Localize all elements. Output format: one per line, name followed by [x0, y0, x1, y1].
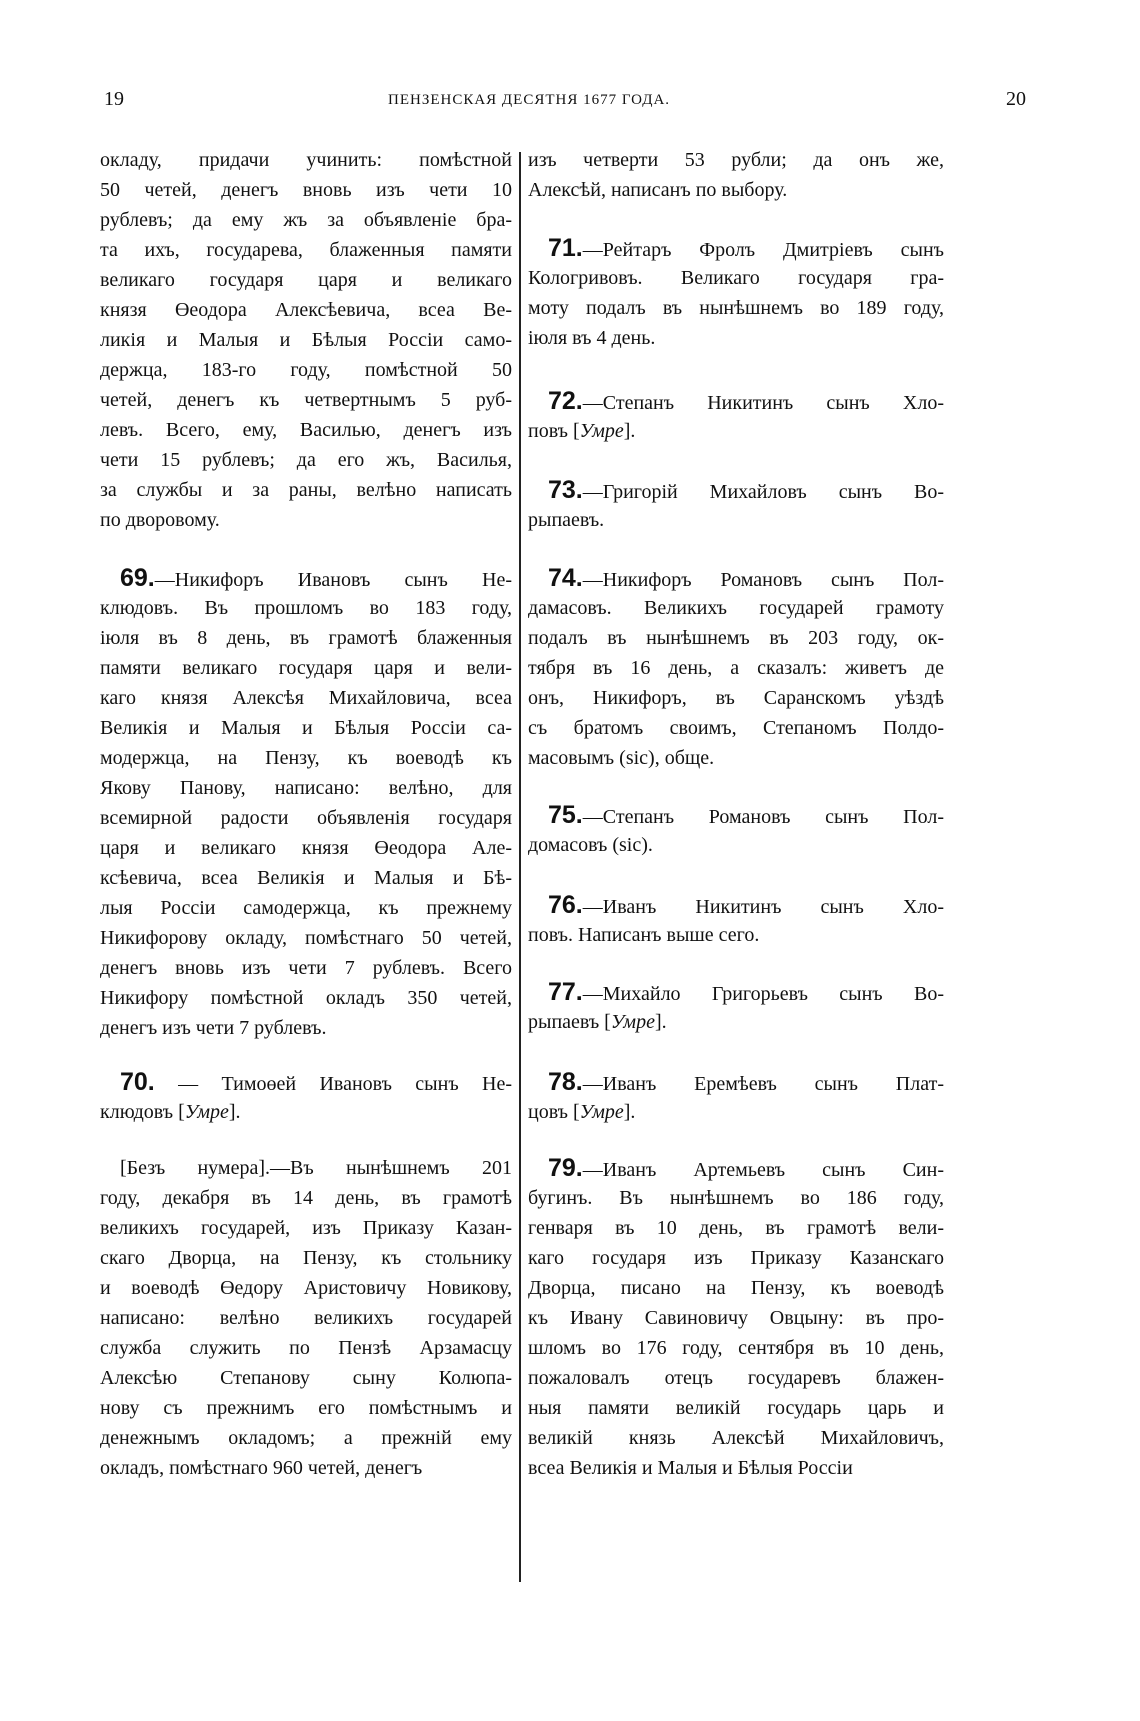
- text-line: [100, 803, 512, 833]
- text-line: [528, 175, 944, 205]
- text-line: [100, 1273, 512, 1303]
- text-segment: повъ. Написанъ выше сего.: [528, 924, 760, 946]
- text-line: [100, 205, 512, 235]
- entry-number: 69.: [120, 564, 155, 592]
- text-line: [528, 145, 944, 175]
- text-line: [528, 386, 944, 416]
- text-segment: окладъ, помѣстнаго 960 четей, денегъ: [100, 1457, 423, 1479]
- text-segment: пожаловалъ отецъ государевъ блажен-: [528, 1367, 944, 1389]
- entry-number: 75.: [548, 801, 583, 829]
- text-line: [100, 1213, 512, 1243]
- entry-79: [528, 1153, 944, 1483]
- text-segment: памяти великаго государя царя и вели-: [100, 657, 512, 679]
- text-line: [528, 1423, 944, 1453]
- text-line: [528, 416, 944, 446]
- text-segment: Алексѣю Степанову сыну Колюпа-: [100, 1367, 512, 1389]
- entry-number: 71.: [548, 234, 583, 262]
- text-segment: повъ [: [528, 420, 580, 442]
- text-line: [528, 1453, 944, 1483]
- text-line: [100, 893, 512, 923]
- text-segment: каго государя изъ Приказу Казанскаго: [528, 1247, 944, 1269]
- text-line: [100, 863, 512, 893]
- text-segment: окладу, придачи учинить: помѣстной: [100, 149, 512, 171]
- text-line: [528, 1273, 944, 1303]
- text-segment: ксѣевича, всеа Великія и Малыя и Бѣ-: [100, 867, 512, 889]
- text-line: [528, 977, 944, 1007]
- text-line: [100, 1183, 512, 1213]
- entry-number: 77.: [548, 978, 583, 1006]
- text-line: [528, 1183, 944, 1213]
- text-segment: [Безъ нумера].—Въ нынѣшнемъ 201: [120, 1157, 512, 1179]
- text-segment: лыя Россіи самодержца, къ прежнему: [100, 897, 512, 919]
- text-line: [528, 563, 944, 593]
- text-segment: денежнымъ окладомъ; а прежній ему: [100, 1427, 512, 1449]
- text-line: [528, 1243, 944, 1273]
- text-segment: —Иванъ Артемьевъ сынъ Син-: [582, 1159, 944, 1181]
- text-line: [528, 1067, 944, 1097]
- text-segment: масовымъ (sic), обще.: [528, 747, 715, 769]
- text-segment: —Никифоръ Романовъ сынъ Пол-: [582, 569, 944, 591]
- entry-number: 73.: [548, 476, 583, 504]
- text-segment: ].: [654, 1011, 667, 1033]
- text-segment: генваря въ 10 день, въ грамотѣ вели-: [528, 1217, 944, 1239]
- entry-72: [528, 386, 944, 446]
- text-segment: скаго Дворца, на Пензу, къ стольнику: [100, 1247, 512, 1269]
- text-line: [100, 1393, 512, 1423]
- text-line: [100, 953, 512, 983]
- text-line: [528, 1007, 944, 1037]
- text-segment: всемирной радости объявленія государя: [100, 807, 512, 829]
- text-segment: каго князя Алексѣя Михайловича, всеа: [100, 687, 512, 709]
- text-segment: изъ четверти 53 рубли; да онъ же,: [528, 149, 944, 171]
- entry-number: 79.: [548, 1154, 583, 1182]
- entry-73: [528, 475, 944, 535]
- text-line: [100, 923, 512, 953]
- text-segment: 50 четей, денегъ вновь изъ чети 10: [100, 179, 512, 201]
- text-segment: подалъ въ нынѣшнемъ въ 203 году, ок-: [528, 627, 944, 649]
- text-line: [528, 920, 944, 950]
- paragraph: [100, 145, 512, 535]
- text-segment: тября въ 16 день, а сказалъ: живетъ де: [528, 657, 944, 679]
- text-line: [100, 563, 512, 593]
- entry-71: [528, 233, 944, 353]
- text-line: [100, 683, 512, 713]
- text-line: [528, 1333, 944, 1363]
- text-segment: модержца, на Пензу, къ воеводѣ къ: [100, 747, 512, 769]
- text-segment: онъ, Никифоръ, въ Саранскомъ уѣздѣ: [528, 687, 944, 709]
- text-line: [528, 623, 944, 653]
- text-segment: шломъ во 176 году, сентября въ 10 день,: [528, 1337, 944, 1359]
- entry-75: [528, 800, 944, 860]
- text-line: [100, 1363, 512, 1393]
- text-segment: клюдовъ [: [100, 1101, 185, 1123]
- text-segment: —Никифоръ Ивановъ сынъ Не-: [154, 569, 512, 591]
- text-segment: рыпаевъ.: [528, 509, 605, 531]
- text-line: [528, 475, 944, 505]
- text-line: [100, 1333, 512, 1363]
- text-line: [528, 593, 944, 623]
- entry-number: 74.: [548, 564, 583, 592]
- text-line: [100, 773, 512, 803]
- text-segment: ].: [228, 1101, 241, 1123]
- text-segment: —Иванъ Еремѣевъ сынъ Плат-: [582, 1073, 944, 1095]
- italic-note: Умре: [579, 1101, 624, 1123]
- text-line: [100, 145, 512, 175]
- text-segment: держца, 183-го году, помѣстной 50: [100, 359, 512, 381]
- text-line: [100, 653, 512, 683]
- page-number-left: 19: [104, 88, 124, 110]
- text-line: [100, 505, 512, 535]
- text-segment: дамасовъ. Великихъ государей грамоту: [528, 597, 944, 619]
- text-segment: ].: [623, 1101, 636, 1123]
- text-segment: четей, денегъ къ четвертнымъ 5 руб-: [100, 389, 512, 411]
- entry-70: [100, 1067, 512, 1127]
- text-segment: —Михайло Григорьевъ сынъ Во-: [582, 983, 944, 1005]
- text-line: [528, 505, 944, 535]
- text-line: [100, 983, 512, 1013]
- italic-note: Умре: [579, 420, 624, 442]
- text-segment: служба служить по Пензѣ Арзамасцу: [100, 1337, 512, 1359]
- text-line: [528, 1153, 944, 1183]
- entry-number: 76.: [548, 891, 583, 919]
- entry-78: [528, 1067, 944, 1127]
- text-segment: Алексѣй, написанъ по выбору.: [528, 179, 788, 201]
- entry-number: 72.: [548, 387, 583, 415]
- text-line: [100, 355, 512, 385]
- text-segment: рублевъ; да ему жъ за объявленіе бра-: [100, 209, 512, 231]
- text-line: [100, 1153, 512, 1183]
- text-segment: съ братомъ своимъ, Степаномъ Полдо-: [528, 717, 944, 739]
- text-segment: та ихъ, государева, блаженныя памяти: [100, 239, 512, 261]
- text-segment: бугинъ. Въ нынѣшнемъ во 186 году,: [528, 1187, 944, 1209]
- text-line: [528, 323, 944, 353]
- text-segment: за службы и за раны, велѣно написать: [100, 479, 512, 501]
- text-segment: рыпаевъ [: [528, 1011, 611, 1033]
- text-line: [100, 295, 512, 325]
- text-segment: по дворовому.: [100, 509, 220, 531]
- text-segment: Никифору помѣстной окладъ 350 четей,: [100, 987, 512, 1009]
- text-line: [100, 593, 512, 623]
- text-line: [528, 800, 944, 830]
- text-line: [528, 233, 944, 263]
- text-segment: — Тимоөей Ивановъ сынъ Не-: [154, 1073, 512, 1095]
- text-segment: къ Ивану Савиновичу Овцыну: въ про-: [528, 1307, 944, 1329]
- text-line: [528, 293, 944, 323]
- text-segment: денегъ изъ чети 7 рублевъ.: [100, 1017, 327, 1039]
- italic-note: Умре: [610, 1011, 655, 1033]
- text-line: [100, 833, 512, 863]
- text-line: [100, 1097, 512, 1127]
- text-line: [528, 1303, 944, 1333]
- text-line: [100, 713, 512, 743]
- text-segment: всеа Великія и Малыя и Бѣлыя Россіи: [528, 1457, 853, 1479]
- text-segment: и воеводѣ Өедору Аристовичу Новикову,: [100, 1277, 512, 1299]
- paragraph: [100, 1153, 512, 1483]
- text-line: [528, 1097, 944, 1127]
- entry-69: [100, 563, 512, 1043]
- text-segment: великаго государя царя и великаго: [100, 269, 512, 291]
- text-segment: цовъ [: [528, 1101, 580, 1123]
- text-line: [528, 263, 944, 293]
- text-line: [528, 653, 944, 683]
- text-segment: Якову Панову, написано: велѣно, для: [100, 777, 512, 799]
- text-segment: написано: велѣно великихъ государей: [100, 1307, 512, 1329]
- text-segment: князя Өеодора Алексѣевича, всеа Ве-: [100, 299, 512, 321]
- entry-number: 78.: [548, 1068, 583, 1096]
- text-line: [528, 743, 944, 773]
- text-segment: Никифорову окладу, помѣстнаго 50 четей,: [100, 927, 512, 949]
- text-segment: —Иванъ Никитинъ сынъ Хло-: [582, 896, 944, 918]
- text-line: [100, 175, 512, 205]
- text-segment: чети 15 рублевъ; да его жъ, Василья,: [100, 449, 512, 471]
- text-segment: великій князь Алексѣй Михайловичъ,: [528, 1427, 944, 1449]
- text-line: [100, 475, 512, 505]
- text-segment: Дворца, писано на Пензу, къ воеводѣ: [528, 1277, 944, 1299]
- text-segment: моту подалъ въ нынѣшнемъ во 189 году,: [528, 297, 944, 319]
- text-line: [100, 1013, 512, 1043]
- text-line: [528, 713, 944, 743]
- text-segment: ликія и Малыя и Бѣлыя Россіи само-: [100, 329, 512, 351]
- text-line: [528, 1363, 944, 1393]
- text-line: [528, 890, 944, 920]
- text-segment: —Григорій Михайловъ сынъ Во-: [582, 481, 944, 503]
- text-segment: ].: [623, 420, 636, 442]
- text-segment: Великія и Малыя и Бѣлыя Россіи са-: [100, 717, 512, 739]
- text-line: [100, 385, 512, 415]
- text-line: [528, 683, 944, 713]
- text-segment: нову съ прежнимъ его помѣстнымъ и: [100, 1397, 512, 1419]
- text-line: [528, 1393, 944, 1423]
- entry-77: [528, 977, 944, 1037]
- text-line: [100, 325, 512, 355]
- column-divider: [519, 152, 521, 1582]
- paragraph: [528, 145, 944, 205]
- page-number-right: 20: [1006, 88, 1026, 110]
- running-title: ПЕНЗЕНСКАЯ ДЕСЯТНЯ 1677 ГОДА.: [388, 92, 671, 108]
- text-line: [100, 623, 512, 653]
- text-segment: —Рейтаръ Фролъ Дмитріевъ сынъ: [582, 239, 944, 261]
- text-line: [100, 1067, 512, 1097]
- text-segment: —Степанъ Никитинъ сынъ Хло-: [582, 392, 944, 414]
- text-segment: денегъ вновь изъ чети 7 рублевъ. Всего: [100, 957, 512, 979]
- text-segment: году, декабря въ 14 день, въ грамотѣ: [100, 1187, 512, 1209]
- text-line: [100, 415, 512, 445]
- text-line: [100, 265, 512, 295]
- text-segment: іюля въ 8 день, въ грамотѣ блаженныя: [100, 627, 512, 649]
- text-line: [100, 1243, 512, 1273]
- text-segment: клюдовъ. Въ прошломъ во 183 году,: [100, 597, 512, 619]
- text-segment: царя и великаго князя Өеодора Але-: [100, 837, 512, 859]
- entry-74: [528, 563, 944, 773]
- text-line: [100, 1303, 512, 1333]
- text-segment: Кологривовъ. Великаго государя гра-: [528, 267, 944, 289]
- text-segment: левъ. Всего, ему, Василью, денегъ изъ: [100, 419, 512, 441]
- text-segment: великихъ государей, изъ Приказу Казан-: [100, 1217, 512, 1239]
- entry-number: 70.: [120, 1068, 155, 1096]
- text-segment: —Степанъ Романовъ сынъ Пол-: [582, 806, 944, 828]
- text-line: [100, 1423, 512, 1453]
- text-line: [528, 1213, 944, 1243]
- text-line: [100, 743, 512, 773]
- text-line: [100, 445, 512, 475]
- text-line: [100, 1453, 512, 1483]
- text-segment: домасовъ (sic).: [528, 834, 653, 856]
- italic-note: Умре: [184, 1101, 229, 1123]
- entry-76: [528, 890, 944, 950]
- text-segment: іюля въ 4 день.: [528, 327, 656, 349]
- text-line: [100, 235, 512, 265]
- text-line: [528, 830, 944, 860]
- text-segment: ныя памяти великій государь царь и: [528, 1397, 944, 1419]
